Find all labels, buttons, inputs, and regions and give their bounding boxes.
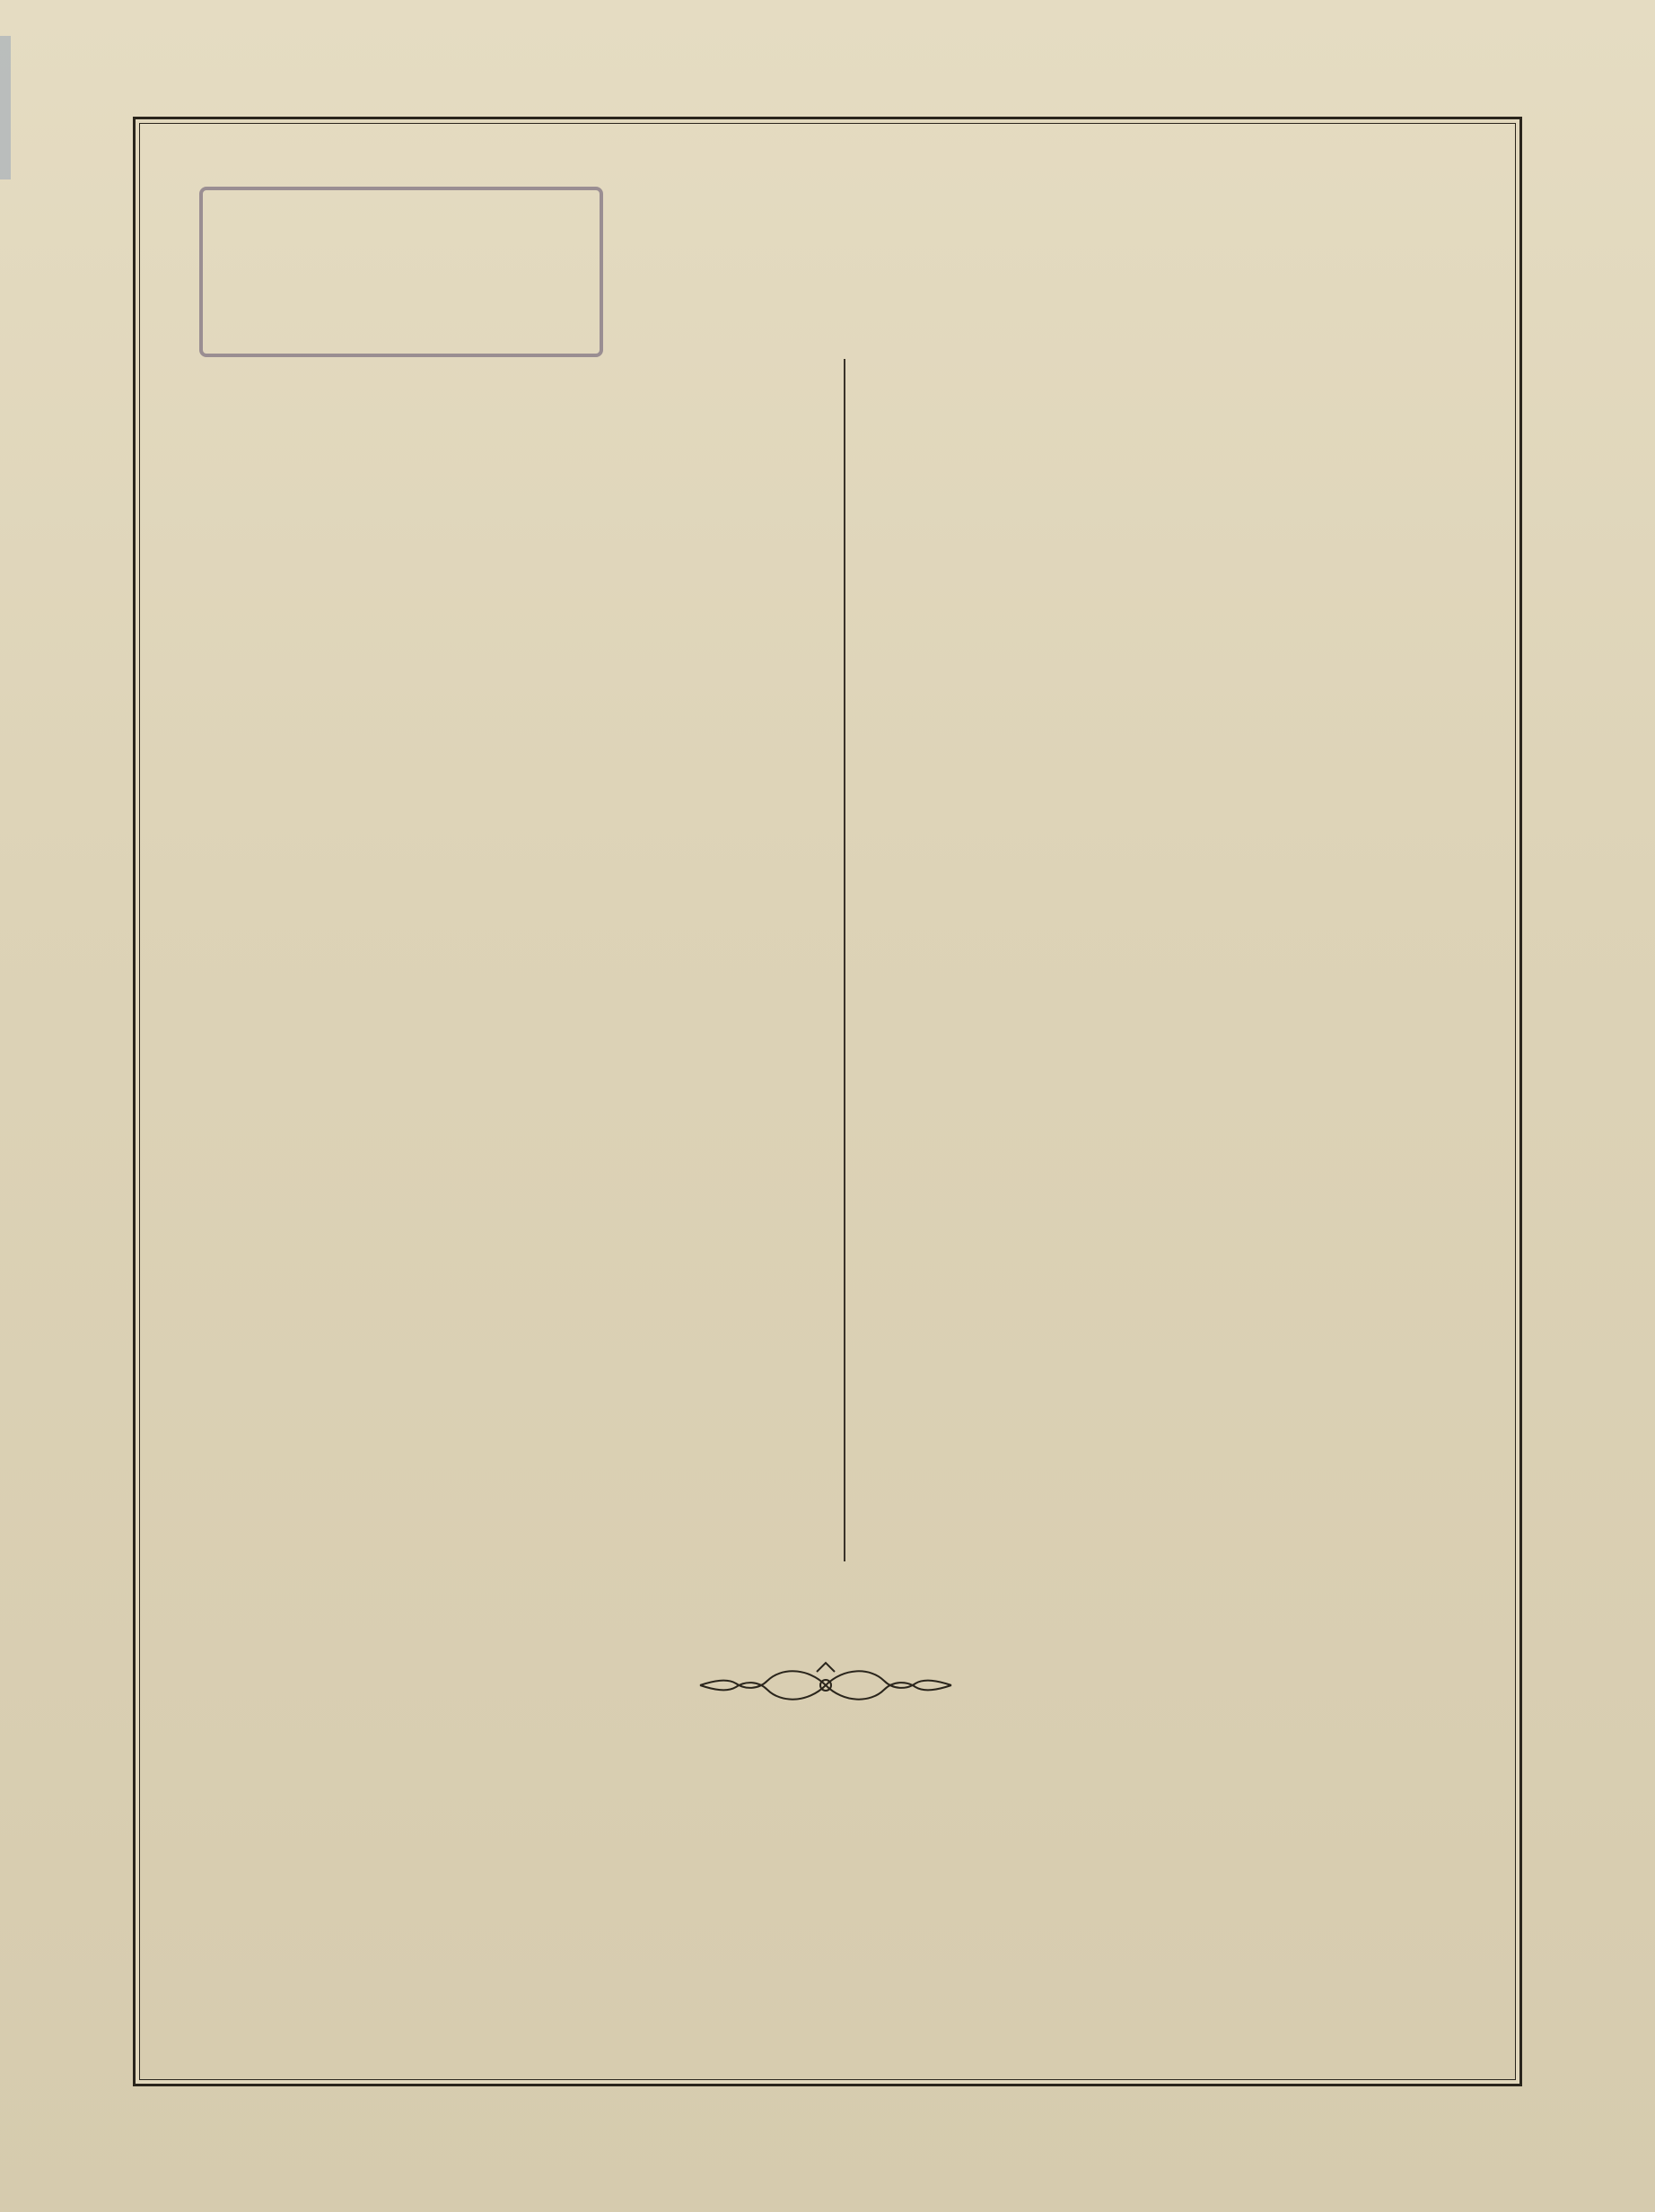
flourish-ornament-icon	[691, 1658, 960, 1716]
document-frame	[133, 117, 1522, 2086]
registration-stamp	[199, 187, 603, 357]
ornament-border-left	[81, 126, 135, 2091]
french-column	[857, 350, 1508, 377]
paper-edge-stain	[0, 36, 11, 179]
russian-column	[157, 350, 832, 375]
ornament-border-bottom	[94, 2091, 1566, 2145]
ornament-border-right	[1521, 126, 1575, 2091]
column-divider	[844, 359, 845, 1561]
